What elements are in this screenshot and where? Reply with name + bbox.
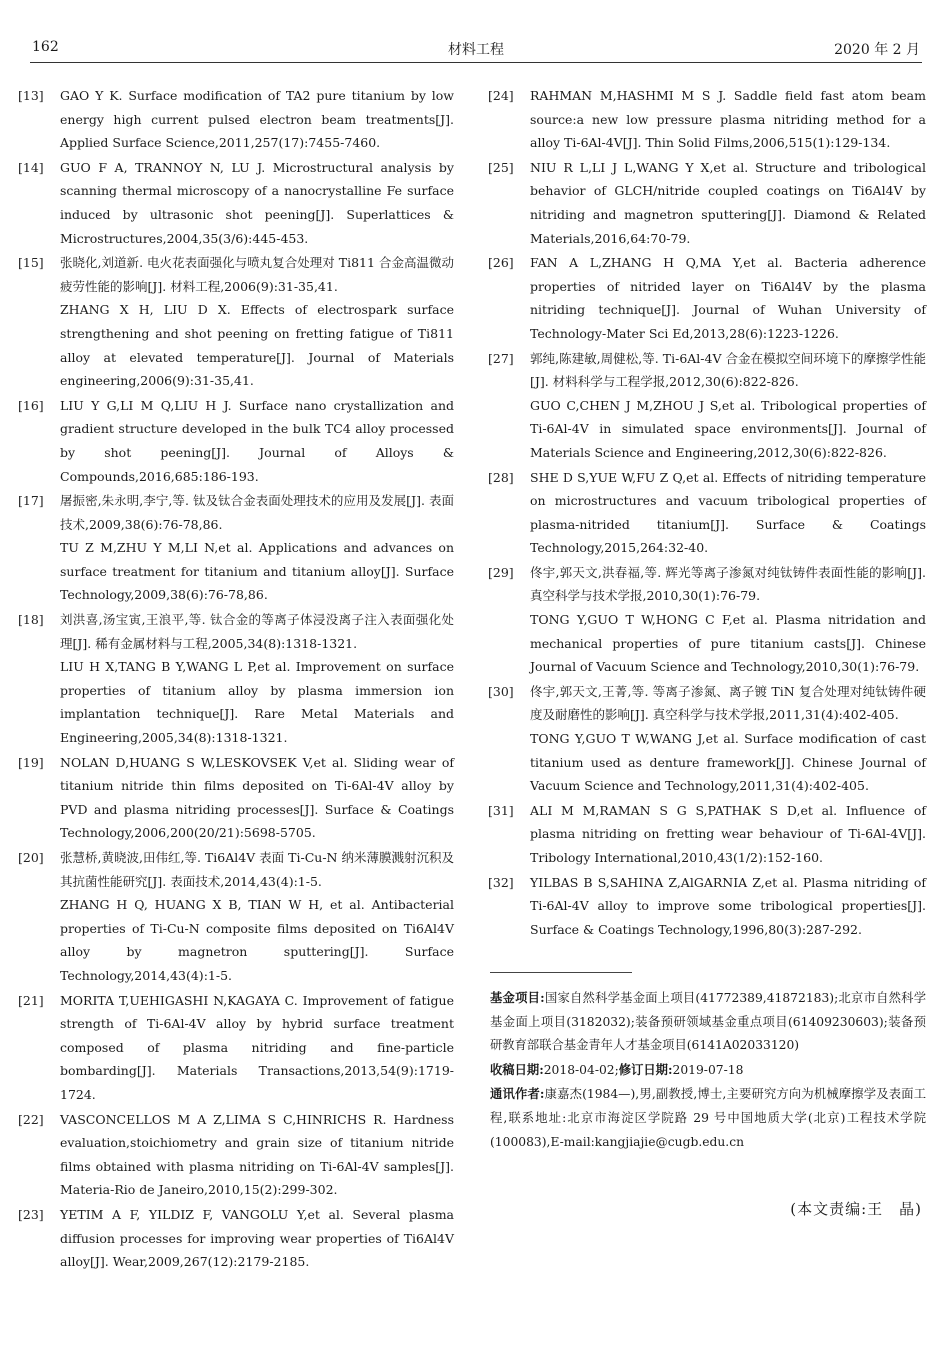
reference-number: [27] <box>488 350 514 366</box>
reference-text <box>530 561 926 679</box>
corresponding-label: 通讯作者: <box>490 1086 545 1102</box>
reference-number: [29] <box>488 564 514 580</box>
reference-number: [22] <box>18 1111 44 1127</box>
reference-entry: 佟宇,郭天文,洪春福,等. 辉光等离子渗氮对纯钛铸件表面性能的影响[J]. 真空科学与技术学报,2010,30(1):76-79. <box>530 564 926 604</box>
reference-entry: 张慧桥,黄晓波,田伟红,等. Ti6Al4V 表面 Ti-Cu-N 纳米薄膜溅射沉积及其抗菌性能研究[J]. 表面技术,2014,43(4):1-5. <box>60 850 454 889</box>
reference-number: [31] <box>488 802 514 818</box>
reference-entry: 屠振密,朱永明,李宁,等. 钛及钛合金表面处理技术的应用及发展[J]. 表面技术,2009,38(6):76-78,86. <box>60 493 454 532</box>
reference-item <box>18 84 454 155</box>
reference-number: [23] <box>18 1206 44 1222</box>
reference-text <box>60 251 454 393</box>
reference-number: [32] <box>488 874 514 890</box>
reference-text <box>60 989 454 1107</box>
reference-entry: ZHANG H Q, HUANG X B, TIAN W H, et al. Antibacterial properties of Ti-Cu-N composite films deposited on Ti6Al4V alloy by magnetron sputtering[J]. Surface Technology,2014,43(4):1-5. <box>60 897 454 983</box>
reference-item <box>488 347 926 465</box>
reference-item <box>18 846 454 988</box>
received-date: 2018-04-02; <box>543 1062 619 1077</box>
reference-entry: LIU Y G,LI M Q,LIU H J. Surface nano crystallization and gradient structure developed in the bulk TC4 alloy processed by shot peening[J]. Journal of Alloys & Compounds,2016,685:186-193. <box>60 397 454 484</box>
reference-text <box>530 347 926 465</box>
reference-text <box>530 680 926 798</box>
reference-entry: TONG Y,GUO T W,WANG J,et al. Surface modification of cast titanium used as denture framework[J]. Chinese Journal of Vacuum Science and Technology,2011,31(4):402-405. <box>530 731 926 794</box>
page-header <box>30 36 922 63</box>
page-number: 162 <box>32 39 59 55</box>
issue-date: 2020 年 2 月 <box>834 42 920 58</box>
reference-text <box>60 751 454 845</box>
fund-label: 基金项目: <box>490 990 545 1005</box>
journal-title: 材料工程 <box>448 42 504 58</box>
fund-note <box>490 986 926 1058</box>
reference-entry: 张晓化,刘道新. 电火花表面强化与喷丸复合处理对 Ti811 合金高温微动疲劳性能的影响[J]. 材料工程,2006(9):31-35,41. <box>60 255 454 294</box>
reference-number: [14] <box>18 159 44 175</box>
reference-item <box>488 251 926 345</box>
reference-text <box>60 156 454 250</box>
reference-number: [28] <box>488 469 514 485</box>
reference-item <box>18 989 454 1107</box>
reference-item <box>18 156 454 250</box>
reference-entry: 刘洪喜,汤宝寅,王浪平,等. 钛合金的等离子体浸没离子注入表面强化处理[J]. 稀有金属材料与工程,2005,34(8):1318-1321. <box>60 612 454 651</box>
reference-number: [26] <box>488 255 514 271</box>
reference-entry: SHE D S,YUE W,FU Z Q,et al. Effects of nitriding temperature on microstructures and vacuum tribological properties of plasma-nitrided titanium[J]. Surface & Coatings Technology,2015,264:32-40. <box>530 469 926 556</box>
reference-text <box>60 489 454 607</box>
reference-entry: FAN A L,ZHANG H Q,MA Y,et al. Bacteria adherence properties of nitrided layer on Ti6Al4V by the plasma nitriding technique[J]. Journal of Wuhan University of Technology-Mater Sci Ed,2013,28(6):1223-1226. <box>530 255 926 341</box>
reference-item <box>488 871 926 942</box>
corresponding-text: 康嘉杰(1984—),男,副教授,博士,主要研究方向为机械摩擦学及表面工程,联系地址:北京市海淀区学院路 29 号中国地质大学(北京)工程技术学院(100083),E-mail:kangjiajie@cugb.edu.cn <box>490 1087 926 1149</box>
reference-number: [16] <box>18 397 44 413</box>
reference-number: [21] <box>18 992 44 1008</box>
reference-entry: ZHANG X H, LIU D X. Effects of electrospark surface strengthening and shot peening on fretting fatigue of Ti811 alloy at elevated temperature[J]. Journal of Materials engineering,2006(9):31-35,41. <box>60 302 454 389</box>
reference-number: [17] <box>18 493 44 509</box>
reference-entry: NOLAN D,HUANG S W,LESKOVSEK V,et al. Sliding wear of titanium nitride thin films deposited on Ti-6Al-4V alloy by PVD and plasma nitriding processes[J]. Surface & Coatings Technology,2006,200(20/21):5698-5705. <box>60 754 454 841</box>
reference-item <box>18 1108 454 1202</box>
reference-entry: MORITA T,UEHIGASHI N,KAGAYA C. Improvement of fatigue strength of Ti-6Al-4V alloy by hybrid surface treatment composed of plasma nitriding and fine-particle bombarding[J]. Materials Transactions,2013,54(9):1719-1724. <box>60 992 454 1102</box>
reference-text <box>60 394 454 488</box>
reference-text <box>530 466 926 560</box>
reference-entry: YETIM A F, YILDIZ F, VANGOLU Y,et al. Several plasma diffusion processes for improving wear properties of Ti6Al4V alloy[J]. Wear,2009,267(12):2179-2185. <box>60 1206 454 1270</box>
reference-item <box>18 251 454 393</box>
reference-entry: RAHMAN M,HASHMI M S J. Saddle field fast atom beam source:a new low pressure plasma nitriding method for a alloy Ti-6Al-4V[J]. Thin Solid Films,2006,515(1):129-134. <box>530 88 926 151</box>
reference-entry: GAO Y K. Surface modification of TA2 pure titanium by low energy high current pulsed electron beam treatments[J]. Applied Surface Science,2011,257(17):7455-7460. <box>60 88 454 151</box>
reference-entry: VASCONCELLOS M A Z,LIMA S C,HINRICHS R. Hardness evaluation,stoichiometry and grain size of titanium nitride films obtained with plasma nitriding on Ti-6Al-4V samples[J]. Materia-Rio de Janeiro,2010,15(2):299-302. <box>60 1111 454 1198</box>
reference-entry: LIU H X,TANG B Y,WANG L P,et al. Improvement on surface properties of titanium alloy by plasma immersion ion implantation technique[J]. Rare Metal Materials and Engineering,2005,34(8):1318-1321. <box>60 659 454 746</box>
reference-entry: 郭纯,陈建敏,周健松,等. Ti-6Al-4V 合金在模拟空间环境下的摩擦学性能[J]. 材料科学与工程学报,2012,30(6):822-826. <box>530 350 926 390</box>
reference-number: [25] <box>488 159 514 175</box>
reference-number: [18] <box>18 612 44 628</box>
editor-note: (本文责编:王 晶) <box>790 1200 922 1218</box>
reference-entry: GUO C,CHEN J M,ZHOU J S,et al. Tribological properties of Ti-6Al-4V in simulated space environments[J]. Journal of Materials Science and Engineering,2012,30(6):822-826. <box>530 397 926 460</box>
reference-item <box>18 751 454 845</box>
reference-item <box>488 799 926 870</box>
reference-item <box>488 680 926 798</box>
reference-text <box>530 251 926 345</box>
reference-entry: GUO F A, TRANNOY N, LU J. Microstructural analysis by scanning thermal microscopy of a nanocrystalline Fe surface induced by ultrasonic shot peening[J]. Superlattices & Microstructures,2004,35(3/6):445-453. <box>60 159 454 246</box>
reference-entry: 佟宇,郭天文,王菁,等. 等离子渗氮、离子镀 TiN 复合处理对纯钛铸件硬度及耐磨性的影响[J]. 真空科学与技术学报,2011,31(4):402-405. <box>530 683 926 723</box>
reference-item <box>18 1203 454 1274</box>
reference-column-left <box>18 84 454 1275</box>
reference-number: [20] <box>18 850 44 865</box>
reference-number: [13] <box>18 88 44 103</box>
reference-text <box>530 799 926 870</box>
reference-entry: TU Z M,ZHU Y M,LI N,et al. Applications and advances on surface treatment for titanium and titanium alloy[J]. Surface Technology,2009,38(6):76-78,86. <box>60 540 454 603</box>
reference-item <box>18 489 454 607</box>
reference-text <box>60 608 454 750</box>
reference-item <box>488 466 926 560</box>
reference-text <box>530 156 926 250</box>
corresponding-note <box>490 1082 926 1154</box>
reference-text <box>530 84 926 155</box>
reference-item <box>488 156 926 250</box>
reference-text <box>60 84 454 155</box>
reference-entry: YILBAS B S,SAHINA Z,AlGARNIA Z,et al. Plasma nitriding of Ti-6Al-4V alloy to improve some tribological properties[J]. Surface & Coatings Technology,1996,80(3):287-292. <box>530 874 926 937</box>
fund-text: 国家自然科学基金面上项目(41772389,41872183);北京市自然科学基金面上项目(3182032);装备预研领域基金重点项目(61409230603);装备预研教育部联合基金青年人才基金项目(6141A02033120) <box>490 991 927 1053</box>
reference-text <box>60 1108 454 1202</box>
date-note <box>490 1058 926 1083</box>
reference-text <box>60 1203 454 1274</box>
reference-number: [15] <box>18 255 44 271</box>
reference-number: [30] <box>488 683 514 699</box>
reference-item <box>18 394 454 488</box>
reference-entry: TONG Y,GUO T W,HONG C F,et al. Plasma nitridation and mechanical properties of pure titanium casts[J]. Chinese Journal of Vacuum Science and Technology,2010,30(1):76-79. <box>530 612 926 675</box>
reference-item <box>18 608 454 750</box>
revised-label: 修订日期: <box>618 1061 673 1077</box>
reference-number: [19] <box>18 754 44 770</box>
reference-number: [24] <box>488 88 514 103</box>
reference-item <box>488 84 926 155</box>
reference-text <box>530 871 926 942</box>
reference-item <box>488 561 926 679</box>
revised-date: 2019-07-18 <box>672 1062 744 1077</box>
footnote-divider <box>490 972 632 973</box>
reference-column-right <box>488 84 926 942</box>
footnote <box>490 986 926 1154</box>
reference-entry: NIU R L,LI J L,WANG Y X,et al. Structure and tribological behavior of GLCH/nitride coupled coatings on Ti6Al4V by nitriding and magnetron sputtering[J]. Diamond & Related Materials,2016,64:70-79. <box>530 159 926 246</box>
reference-text <box>60 846 454 988</box>
received-label: 收稿日期: <box>490 1061 544 1077</box>
reference-entry: ALI M M,RAMAN S G S,PATHAK S D,et al. Influence of plasma nitriding on fretting wear behaviour of Ti-6Al-4V[J]. Tribology International,2010,43(1/2):152-160. <box>530 802 926 865</box>
